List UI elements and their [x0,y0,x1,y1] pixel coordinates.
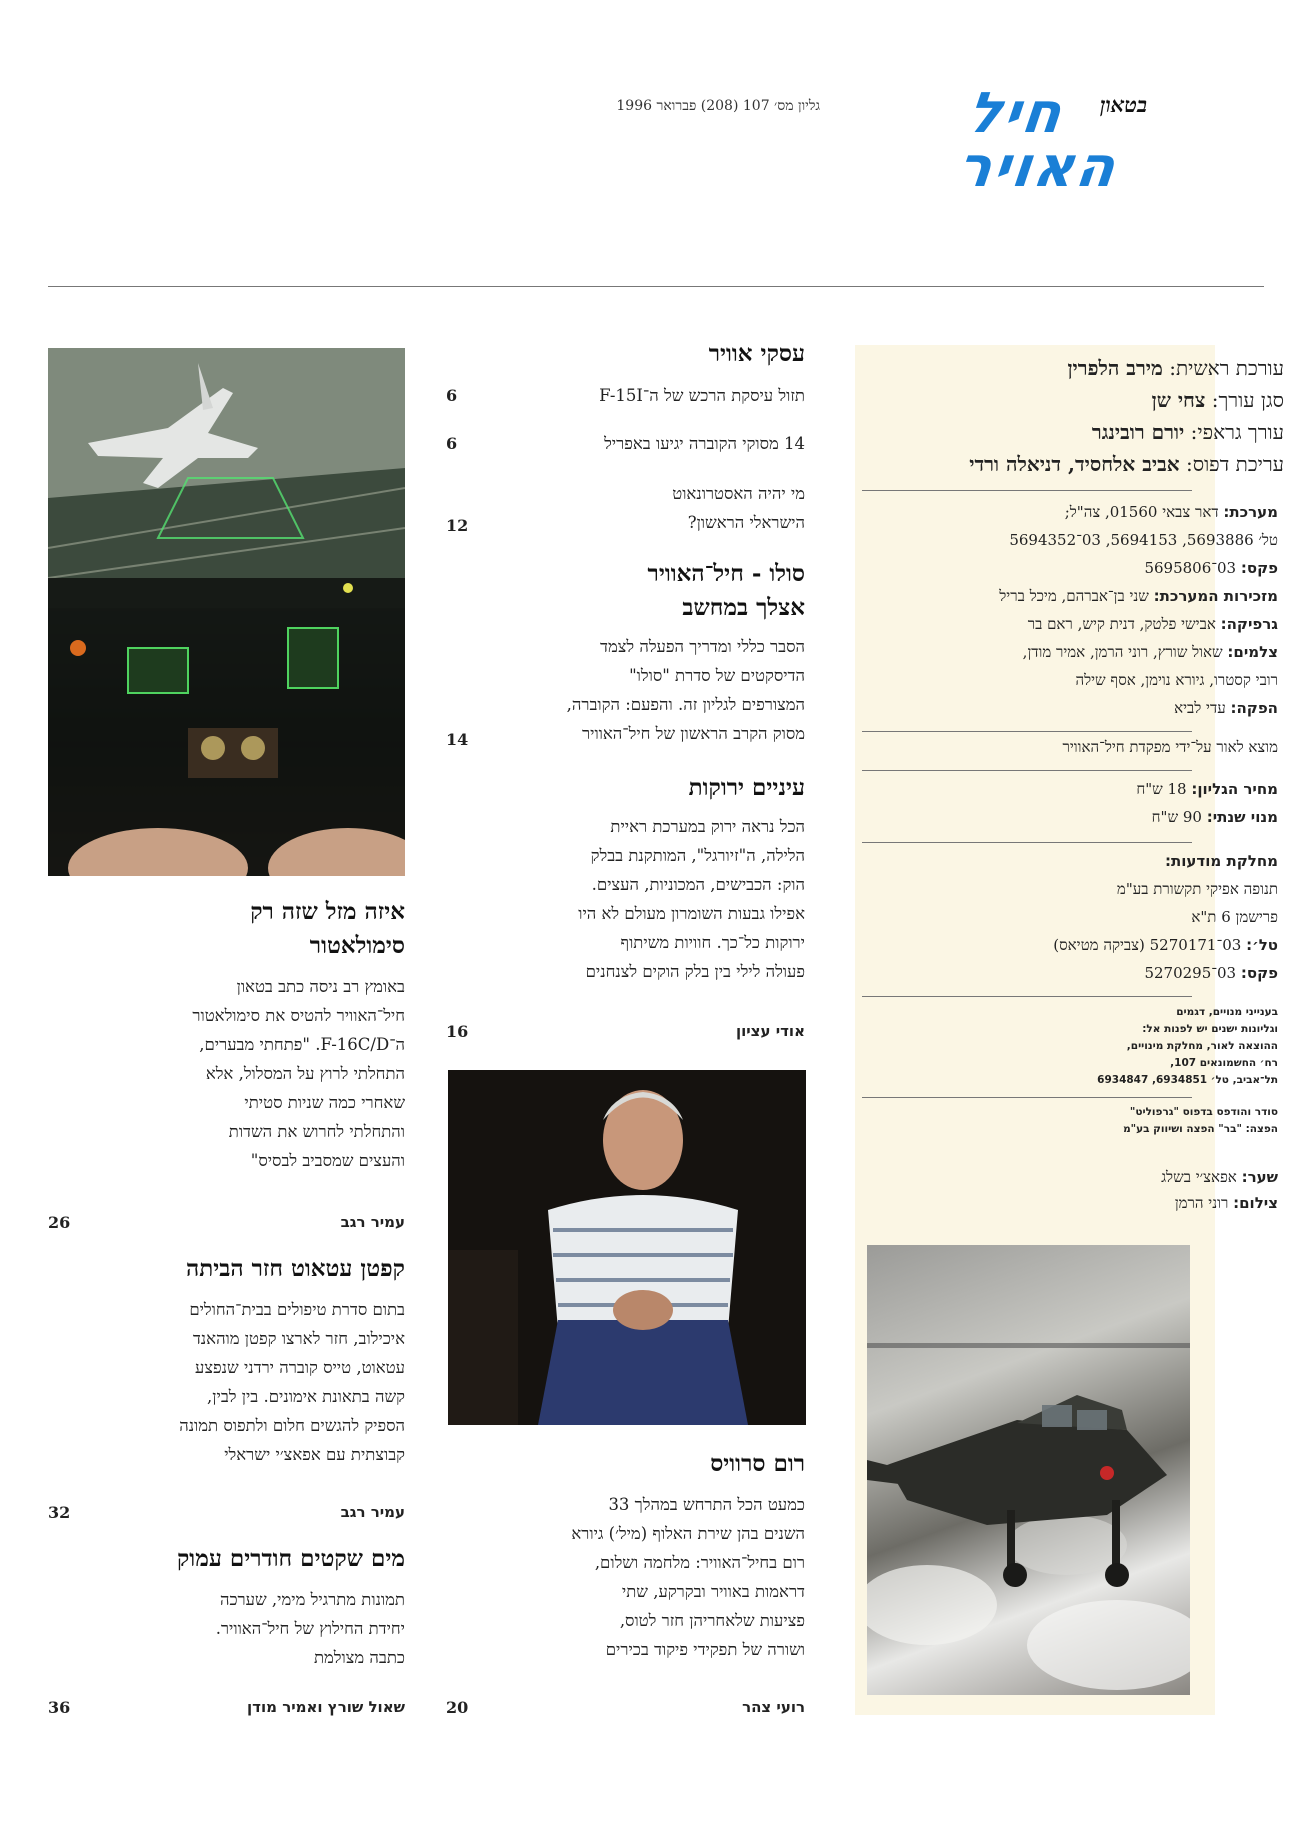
author-name: עמיר רגב [340,1503,405,1521]
toc-page-number: 20 [446,1698,469,1717]
credit-ads-company: תנופה אפיקי תקשורת בע"מ [1116,880,1278,898]
credits-divider [862,731,1192,732]
section-heading-still-waters: מים שקטים חודרים עמוק [177,1545,405,1572]
section-heading-rom-service: רום סרוויס [710,1450,805,1477]
credit-phones: טל׳ 5693886, 5694153, 03־5694352 [1009,531,1278,549]
credit-cover: שער: אפאצ׳י בשלג [1161,1168,1278,1186]
credit-graphic: עורך גראפי: יורם רובינגר [1091,420,1284,444]
logo-line1: חיל [963,81,1068,146]
author-name: עמיר רגב [340,1213,405,1231]
subs-note-line: וגליונות ישנים יש לפנות אל: [1142,1023,1278,1035]
issue-line: גליון מס׳ 107 (208) פברואר 1996 [616,98,820,114]
toc-page-number: 32 [48,1503,71,1522]
credit-ads-address: פרישמן 6 ת"א [1191,908,1278,926]
printer-note-line: הפצה: "בר" הפצה ושיווק בע"מ [1123,1123,1278,1135]
credit-photographers: צלמים: שאול שורץ, רוני הרמן, אמיר מודן, [1022,643,1278,661]
section-heading-simulator: איזה מזל שזה רק [250,898,405,925]
credit-cover-photo: צילום: רוני הרמן [1174,1194,1278,1212]
credit-editor: עורכת ראשית: מירב הלפרין [1067,356,1284,380]
paragraph: באומץ רב ניסה כתב בטאון חיל־האוויר להטיס את סימולאטור ה־F-16C/D. "פתחתי מבערים, התחלתי לרוץ על המסלול, אלא שאחרי כמה שניות סטיתי והתחלתי לחרוש את השדות והעצים שמסביב לבסיס" [192,977,405,1170]
credit-production: הפקה: עדי לביא [1174,699,1278,717]
credits-divider [862,490,1192,491]
toc-item: מי יהיה האסטרונאוט [672,484,805,503]
section-heading-captain: קפטן עטאוט חזר הביתה [186,1255,405,1282]
section-heading-simulator-2: סימולאטור [309,932,405,959]
credits-divider [862,770,1192,771]
credit-ads-fax: פקס: 03־5270295 [1144,964,1278,982]
credit-deputy: סגן עורך: צחי שן [1151,388,1284,412]
toc-item: תזול עיסקת הרכש של ה־F-15I [599,386,805,405]
subs-note-line: רח׳ החשמונאים 107, [1170,1057,1278,1069]
header-divider [48,286,1264,287]
author-name: אודי עציון [735,1022,805,1040]
logo-line2: האויר [953,135,1122,200]
paragraph: הסבר כללי ומדריך הפעלה לצמד הדיסקטים של סדרת "סולו" המצורפים לגליון זה. והפעם: הקוברה, מסוק הקרב הראשון של חיל־האוויר [566,637,805,743]
credit-secretaries: מזכירות המערכת: שני בן־אברהם, מיכל בריל [999,587,1278,605]
credit-graphics: גרפיקה: אבישי פלטק, דנית קיש, ראם בר [1027,615,1278,633]
paragraph: כמעט הכל התרחש במהלך 33 השנים בהן שירת האלוף (מיל׳) גיורא רום בחיל־האוויר: מלחמה ושלום, דראמות באוויר ובקרקע, שתי פציעות שלאחריהן חזר לטוס, ושורה של תפקידי פיקוד בכירים [571,1495,805,1659]
subs-note-line: ההוצאה לאור, מחלקת מינויים, [1126,1040,1278,1052]
credit-ads-tel: טל׳: 03־5270171 (צביקה מטיאס) [1053,936,1278,954]
credit-price: מחיר הגליון: 18 ש"ח [1136,780,1278,798]
toc-page-number: 6 [446,386,458,405]
section-heading-solo: סולו - חיל־האוויר [647,560,805,587]
toc-page-number: 12 [446,516,469,535]
section-heading-green-eyes: עיניים ירוקות [688,774,805,801]
section-heading-air-business: עסקי אוויר [708,340,805,367]
toc-page-number: 36 [48,1698,71,1717]
printer-note-line: סודר והודפס בדפוס "גרפוליט" [1129,1106,1278,1118]
credits-divider [862,842,1192,843]
paragraph: הכל נראה ירוק במערכת ראיית הלילה, ה"זיורגל", המותקנת בבלק הוק: הכבישים, המכוניות, העצים. אפילו גבעות השומרון מעולם לא היו ירוקות כל־כך. חוויות משיתוף פעולה לילי בין בלק הוקים לצנחנים [578,817,805,981]
toc-page-number: 26 [48,1213,71,1232]
paragraph: בתום סדרת טיפולים בבית־החולים איכילוב, חזר לארצו קפטן מוהאנד עטאוט, טייס קוברה ירדני שנפצע קשה בתאונת אימונים. בין לבין, הספיק להגשים חלום ולתפוס תמונה קבוצתית עם אפאצ׳י ישראלי [179,1300,405,1464]
apache-helicopter-photo [867,1245,1190,1695]
toc-page-number: 14 [446,730,469,749]
credit-publisher: מוצא לאור על־ידי מפקדת חיל־האוויר [1062,738,1278,756]
f16-simulator-photo [48,348,405,876]
credits-divider [862,996,1192,997]
credit-ads-title: מחלקת מודעות: [1165,852,1278,870]
toc-page-number: 16 [446,1022,469,1041]
portrait-photo [448,1070,806,1425]
section-heading-solo-2: אצלך במחשב [682,594,805,621]
toc-item: הישראלי הראשון? [687,513,805,532]
credit-office: מערכת: דאר צבאי 01560, צה"ל; [1064,503,1278,521]
credit-print: עריכת דפוס: אביב אלחסיד, דניאלה ורדי [969,452,1284,476]
paragraph: תמונות מתרגיל מימי, שערכה יחידת החילוץ של חיל־האוויר. כתבה מצולמת [215,1590,405,1667]
toc-item: 14 מסוקי הקוברה יגיעו באפריל [604,434,805,453]
subs-note-line: בענייני מנויים, דגמים [1176,1006,1278,1018]
credit-subscription: מנוי שנתי: 90 ש"ח [1151,808,1278,826]
logo-small-text: בטאון [1100,92,1148,117]
toc-page-number: 6 [446,434,458,453]
credit-photographers-2: רובי קסטרו, גיורא נוימן, אסף שילה [1075,671,1278,689]
credits-divider [862,1097,1192,1098]
credit-fax: פקס: 03־5695806 [1144,559,1278,577]
author-name: רועי צהר [742,1698,805,1716]
subs-note-line: תל־אביב, טל׳ 6934851, 6934847 [1097,1074,1278,1086]
author-name: שאול שורץ ואמיר מודן [247,1698,405,1716]
